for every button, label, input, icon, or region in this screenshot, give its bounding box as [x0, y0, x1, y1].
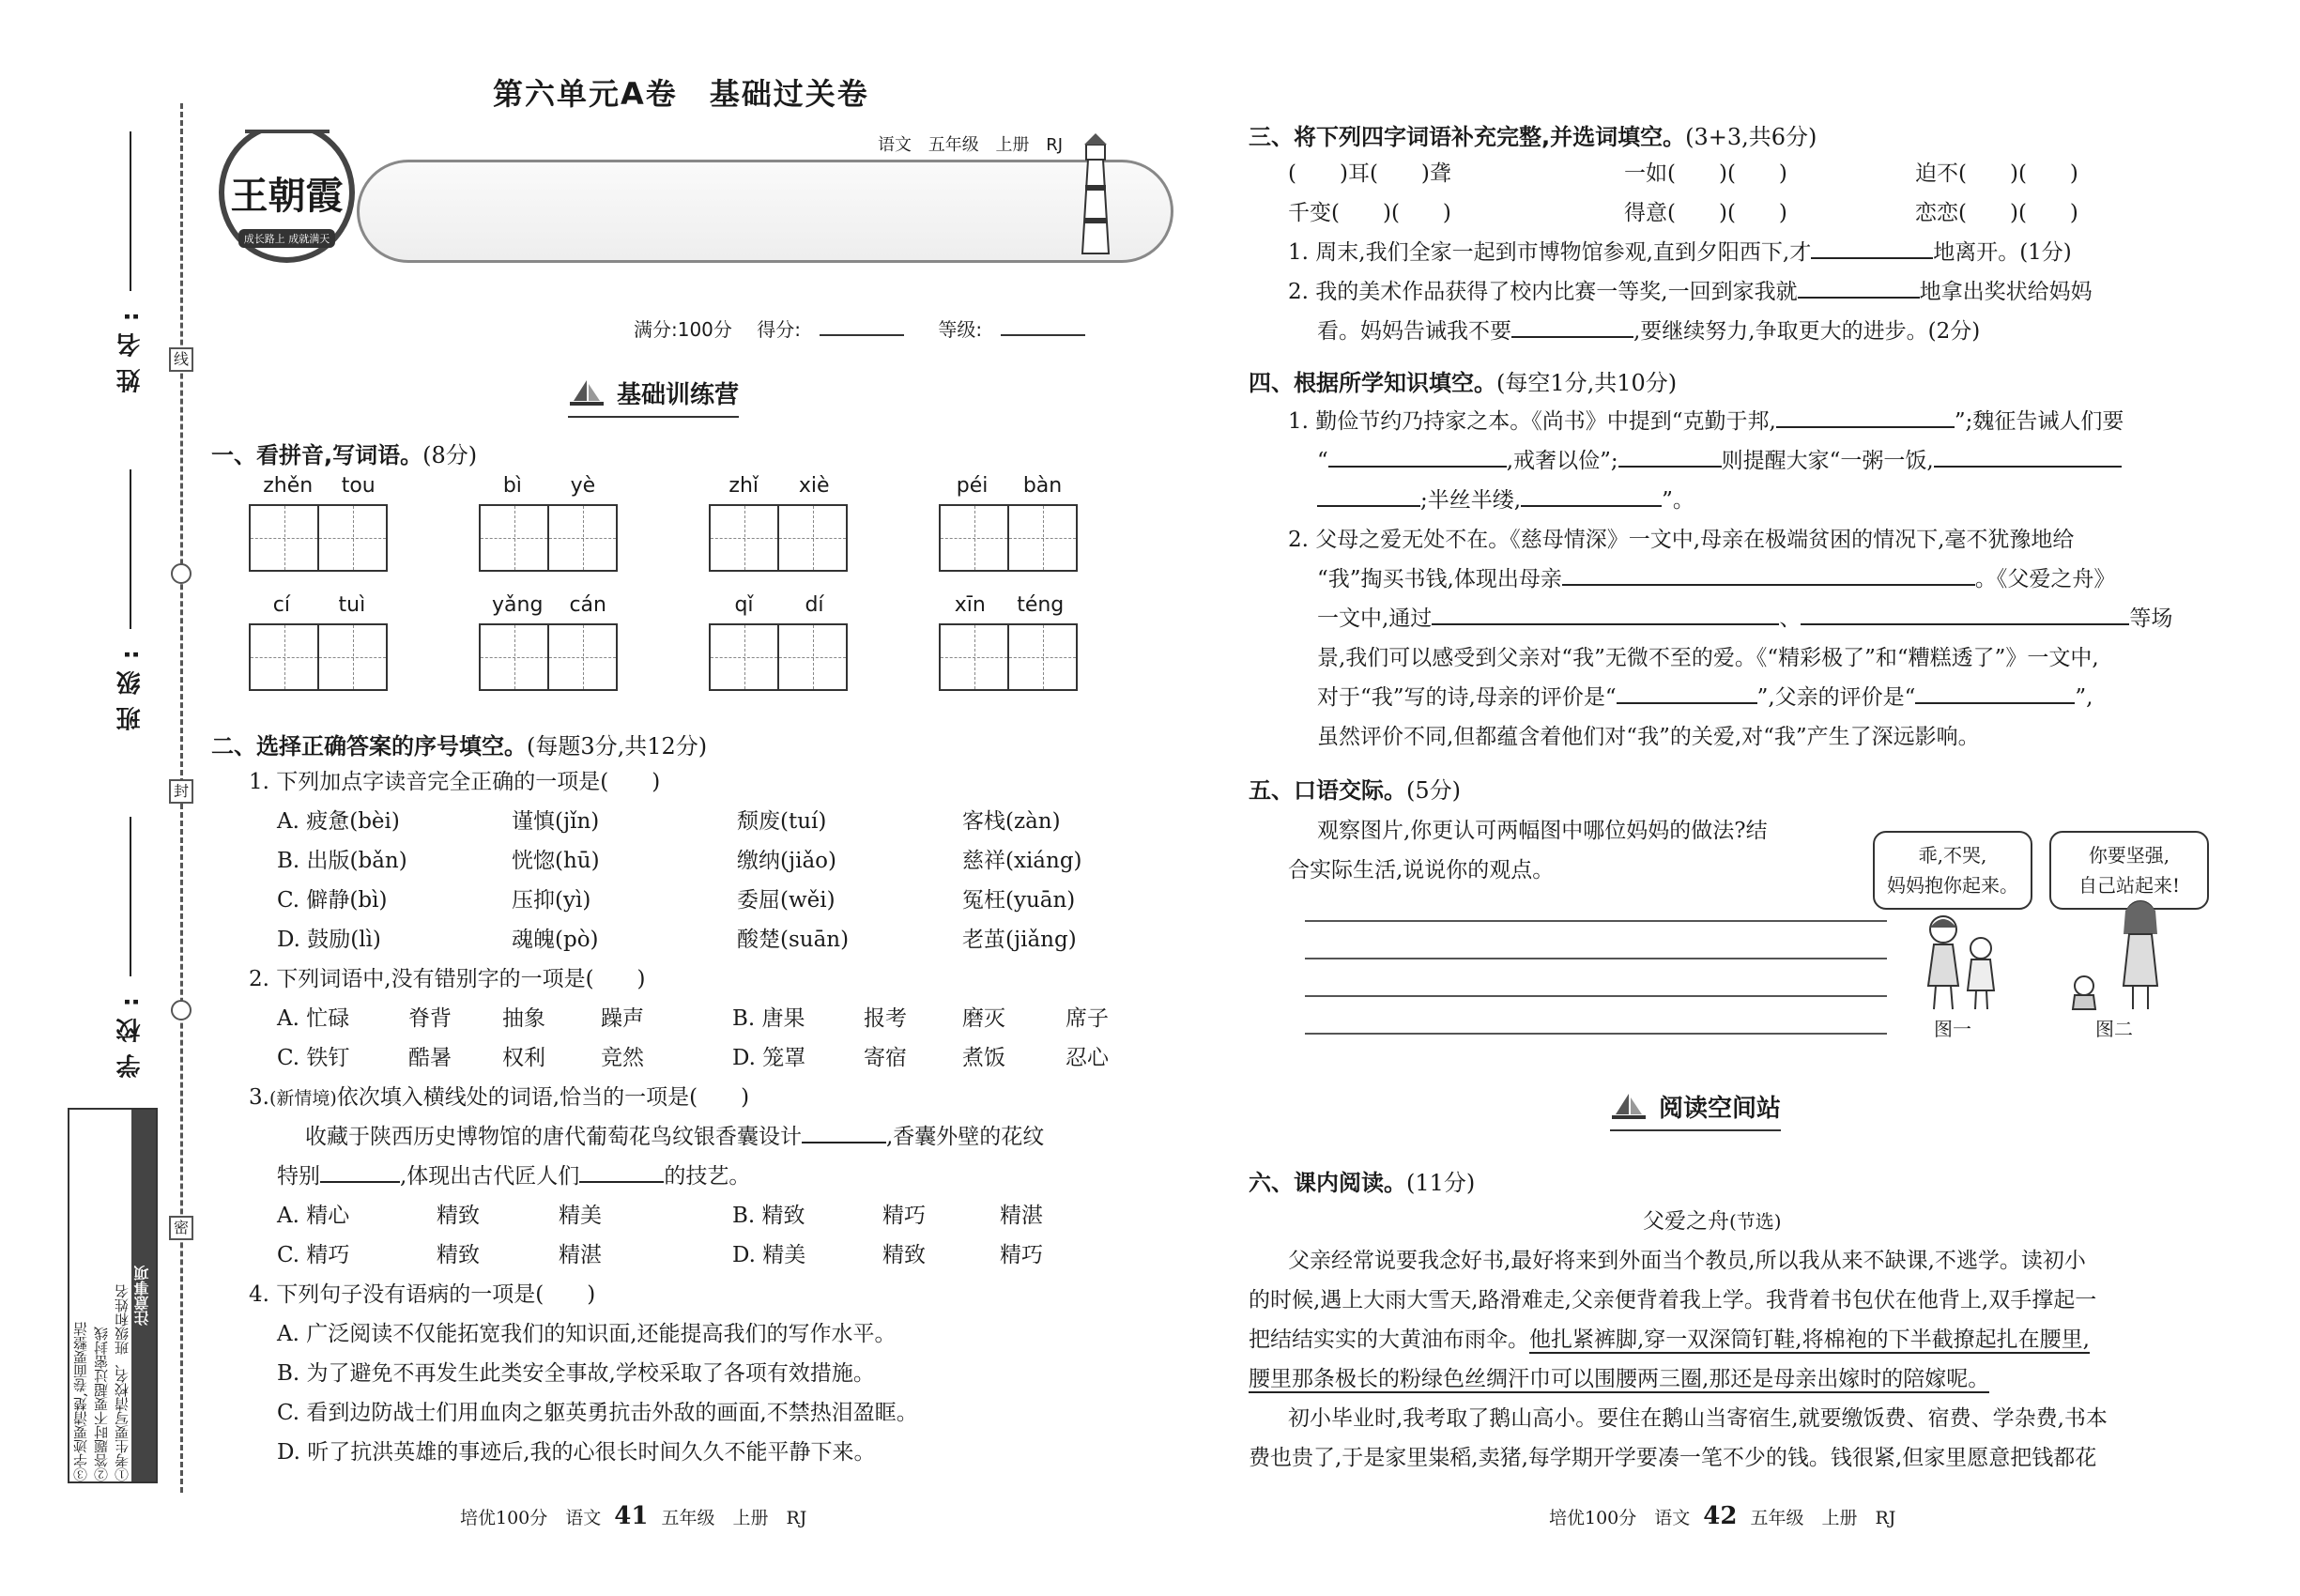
- pinyin-item: [479, 474, 620, 572]
- q4-line: [1317, 560, 2115, 599]
- pinyin-label: [939, 474, 1080, 504]
- pinyin-label: [249, 474, 390, 504]
- bubble-text: 自己站起来!: [2078, 874, 2181, 897]
- writing-cell[interactable]: [711, 506, 779, 570]
- section-title: 阅读空间站: [1659, 1095, 1782, 1123]
- section-banner-reading: [1610, 1089, 1781, 1131]
- writing-cell[interactable]: [319, 625, 386, 689]
- q4-blank[interactable]: [1328, 443, 1507, 468]
- option-cell: 抽象: [502, 1006, 545, 1031]
- option-cell: 酸楚(suān): [737, 928, 850, 952]
- edition: RJ: [1046, 135, 1064, 155]
- pinyin-syllable: yǎng: [492, 593, 544, 617]
- option-cell: 精巧: [1000, 1243, 1043, 1267]
- writing-cell[interactable]: [251, 506, 319, 570]
- option-cell: 精湛: [1000, 1204, 1043, 1228]
- pinyin-label: [479, 593, 620, 623]
- option-cell: 酷暑: [408, 1046, 452, 1070]
- option-cell[interactable]: C. 僻静(bì): [277, 888, 388, 913]
- option-cell[interactable]: D. 精美: [732, 1243, 806, 1267]
- q4-text: “: [1317, 449, 1328, 473]
- q4-text: 一文中,通过: [1317, 606, 1433, 631]
- option-cell: 精致: [437, 1204, 480, 1228]
- option-cell: 缴纳(jiǎo): [737, 849, 836, 873]
- q3-text: 地拿出奖状给妈妈: [1919, 280, 2093, 304]
- mother-encouraging-child-figure: [2047, 882, 2187, 1014]
- option-cell[interactable]: C. 精巧: [277, 1243, 350, 1267]
- passage-line: 初小毕业时,我考取了鹅山高小。要住在鹅山当寄宿生,就要缴饭费、宿费、学杂费,书本: [1288, 1406, 2108, 1431]
- q3-sentence-2: [1288, 272, 2093, 312]
- option-cell[interactable]: B. 唐果: [732, 1006, 805, 1031]
- section-title: 基础训练营: [617, 381, 740, 409]
- passage-underlined: 腰里那条极长的粉绿色丝绸汗巾可以围腰两三圈,那还是母亲出嫁时的陪嫁呢。: [1249, 1367, 1990, 1391]
- option-cell: 忍心: [1066, 1046, 1109, 1070]
- book-meta: [878, 131, 1074, 156]
- writing-grid[interactable]: [479, 623, 618, 691]
- q4-blank[interactable]: [1776, 404, 1955, 428]
- footer-right: [1549, 1502, 1895, 1530]
- option-cell: 脊背: [408, 1006, 452, 1031]
- pinyin-syllable: xīn: [954, 593, 986, 617]
- answer-line[interactable]: [1305, 958, 1887, 959]
- option-cell: 冤枉(yuān): [962, 888, 1076, 913]
- q2-4-stem: 4. 下列句子没有语病的一项是( ): [249, 1282, 596, 1307]
- q2-3-text: 特别: [277, 1164, 320, 1189]
- q4-text: 则提醒大家“一粥一饭,: [1721, 449, 1934, 473]
- left-page: [211, 0, 1169, 1596]
- writing-cell[interactable]: [319, 506, 386, 570]
- q4-blank[interactable]: [1317, 483, 1420, 507]
- q4-blank[interactable]: [1432, 601, 1779, 625]
- option-cell: 颓废(tuí): [737, 809, 827, 834]
- writing-cell[interactable]: [481, 625, 549, 689]
- q4-line: [1317, 678, 2093, 717]
- q4-text: 1. 勤俭节约乃持家之本。《尚书》中提到“克勤于邦,: [1288, 409, 1776, 434]
- pinyin-syllable: zhǐ: [728, 474, 759, 498]
- q2-points: (每题3分,共12分): [527, 733, 708, 760]
- writing-grid[interactable]: [709, 504, 848, 572]
- q3-word[interactable]: 得意( )( ): [1624, 201, 1787, 225]
- title-banner: [357, 160, 1173, 263]
- q2-4-option-d[interactable]: D. 听了抗洪英雄的事迹后,我的心很长时间久久不能平静下来。: [277, 1440, 876, 1465]
- answer-line[interactable]: [1305, 920, 1887, 922]
- footer-text: 培优100分 语文: [460, 1508, 602, 1528]
- notice-item: ①考生要写清校名、班级和姓名: [113, 1284, 130, 1481]
- brand-name: 王朝霞: [230, 173, 344, 218]
- option-cell: 精致: [437, 1243, 480, 1267]
- writing-grid[interactable]: [939, 504, 1078, 572]
- q3-word[interactable]: 千变( )( ): [1288, 201, 1451, 225]
- q3-title: [1249, 118, 1817, 151]
- option-cell: 精巧: [882, 1204, 926, 1228]
- q4-title-text: 四、根据所学知识填空。: [1249, 370, 1496, 396]
- writing-grid[interactable]: [939, 623, 1078, 691]
- answer-line[interactable]: [1305, 1033, 1887, 1035]
- pinyin-syllable: qǐ: [734, 593, 754, 617]
- q4-text: 对于“我”写的诗,母亲的评价是“: [1317, 685, 1617, 710]
- notice-item: ③字迹要清楚,卷面要整洁: [71, 1322, 89, 1481]
- option-cell: 煮饭: [962, 1046, 1005, 1070]
- option-cell: 精致: [882, 1243, 926, 1267]
- q2-4-option-c[interactable]: C. 看到边防战士们用血肉之躯英勇抗击外敌的画面,不禁热泪盈眶。: [277, 1401, 918, 1425]
- q1-title-text: 一、看拼音,写词语。: [211, 442, 423, 468]
- school-label: 学校:: [116, 986, 145, 1079]
- q3-text: ,要继续努力,争取更大的进步。(2分): [1633, 319, 1981, 344]
- score-label: 得分:: [757, 318, 802, 341]
- q4-text: 等场: [2129, 606, 2173, 631]
- pinyin-item: [939, 474, 1080, 572]
- option-cell: 魂魄(pò): [512, 928, 599, 952]
- school-line: [130, 817, 131, 976]
- q4-line: [1288, 402, 2124, 441]
- binding-hole-2: [171, 1000, 192, 1021]
- option-cell[interactable]: C. 铁钉: [277, 1046, 350, 1070]
- passage-underlined: 他扎紧裤脚,穿一双深筒钉鞋,将棉袍的下半截撩起扎在腰里,: [1529, 1327, 2090, 1352]
- mother-hugging-child-figure: [1906, 901, 2018, 1014]
- q6-title-text: 六、课内阅读。: [1249, 1170, 1406, 1196]
- pinyin-syllable: dí: [805, 593, 824, 617]
- pinyin-label: [709, 474, 850, 504]
- q2-3-blank-2[interactable]: [320, 1159, 400, 1183]
- footer-text: 五年级 上册 RJ: [1750, 1508, 1896, 1528]
- level-label: 等级:: [938, 318, 983, 341]
- q3-text: 地离开。(1分): [1933, 240, 2072, 265]
- q5-points: (5分): [1406, 777, 1461, 804]
- writing-cell[interactable]: [1009, 625, 1076, 689]
- q4-line: [1317, 481, 1694, 520]
- pinyin-item: [249, 474, 390, 572]
- q4-text: ;半丝半缕,: [1420, 488, 1522, 513]
- writing-cell[interactable]: [549, 625, 616, 689]
- option-cell: 精美: [559, 1204, 602, 1228]
- answer-line[interactable]: [1305, 995, 1887, 997]
- option-cell: 恍惚(hū): [512, 849, 600, 873]
- figure-2-caption: 图二: [2095, 1018, 2133, 1040]
- passage-subtitle: (节选): [1729, 1210, 1782, 1233]
- writing-grid[interactable]: [479, 504, 618, 572]
- q4-text: ,戒奢以俭”;: [1506, 449, 1618, 473]
- q3-word[interactable]: 恋恋( )( ): [1915, 201, 2078, 225]
- level-blank[interactable]: [1001, 312, 1085, 336]
- option-cell: 磨灭: [962, 1006, 1005, 1031]
- q5-prompt: 观察图片,你更认可两幅图中哪位妈妈的做法?结: [1317, 819, 1768, 843]
- crown-icon: [245, 105, 330, 133]
- passage-line: [1249, 1359, 1989, 1399]
- q2-3-stem: [249, 1078, 749, 1118]
- page-title: 第六单元A卷 基础过关卷: [493, 76, 869, 112]
- q3-word[interactable]: ( )耳( )聋: [1288, 161, 1451, 186]
- q4-line: 虽然评价不同,但都蕴含着他们对“我”的关爱,对“我”产生了深远影响。: [1317, 725, 1980, 749]
- q4-text: ”,父亲的评价是“: [1756, 685, 1916, 710]
- q4-blank[interactable]: [1521, 483, 1662, 507]
- q3-text: 1. 周末,我们全家一起到市博物馆参观,直到夕阳西下,才: [1288, 240, 1812, 265]
- q2-4-option-b[interactable]: B. 为了避免不再发生此类安全事故,学校采取了各项有效措施。: [277, 1361, 875, 1386]
- q6-points: (11分): [1406, 1170, 1476, 1196]
- grade: 五年级: [928, 135, 979, 155]
- q4-text: 。《父爱之舟》: [1974, 567, 2116, 591]
- option-cell[interactable]: D. 笼罩: [732, 1046, 806, 1070]
- q4-blank[interactable]: [1618, 443, 1722, 468]
- school-field[interactable]: [113, 817, 147, 1078]
- q4-blank[interactable]: [1562, 561, 1975, 586]
- option-cell: 躁声: [601, 1006, 644, 1031]
- pinyin-syllable: xiè: [798, 474, 830, 498]
- q6-title: [1249, 1164, 1475, 1197]
- pinyin-item: [709, 474, 850, 572]
- pinyin-syllable: tuì: [338, 593, 366, 617]
- q4-line: 2. 父母之爱无处不在。《慈母情深》一文中,母亲在极端贫困的情况下,毫不犹豫地给: [1288, 528, 2075, 552]
- volume: 上册: [995, 135, 1030, 155]
- q3-points: (3+3,共6分): [1685, 124, 1817, 150]
- q4-line: [1317, 599, 2172, 638]
- pinyin-item: [939, 593, 1080, 691]
- section-banner-basic: [568, 376, 739, 418]
- q4-blank[interactable]: [1617, 680, 1757, 704]
- q3-word[interactable]: 一如( )( ): [1624, 161, 1787, 186]
- writing-grid[interactable]: [709, 623, 848, 691]
- class-line: [130, 469, 131, 629]
- footer-left: [460, 1502, 806, 1530]
- writing-cell[interactable]: [251, 625, 319, 689]
- q4-text: ”。: [1662, 488, 1694, 513]
- pinyin-label: [249, 593, 390, 623]
- bubble-text: 妈妈抱你起来。: [1887, 874, 2018, 897]
- option-cell[interactable]: A. 疲惫(bèi): [277, 809, 400, 834]
- name-line: [130, 131, 131, 291]
- q3-text: 看。妈妈告诫我不要: [1317, 319, 1511, 344]
- notice-item: ②答题时不要超过密封线: [92, 1327, 110, 1481]
- passage-line: 的时候,遇上大雨大雪天,路滑难走,父亲便背着我上学。我背着书包伏在他背上,双手撑起一: [1249, 1288, 2097, 1312]
- page-number: 41: [614, 1502, 649, 1530]
- writing-cell[interactable]: [779, 625, 846, 689]
- q3-sentence-1: [1288, 233, 2072, 272]
- brand-slogan: 成长路上 成就满天: [238, 229, 336, 248]
- q4-line: 景,我们可以感受到父亲对“我”无微不至的爱。《“精彩极了”和“糟糕透了”》一文中,: [1317, 646, 2099, 670]
- writing-cell[interactable]: [779, 506, 846, 570]
- q3-word[interactable]: 迫不( )( ): [1915, 161, 2078, 186]
- writing-cell[interactable]: [481, 506, 549, 570]
- option-cell: 报考: [864, 1006, 907, 1031]
- option-cell: 寄宿: [864, 1046, 907, 1070]
- q4-text: “我”掏买书钱,体现出母亲: [1317, 567, 1562, 591]
- pinyin-syllable: téng: [1017, 593, 1065, 617]
- option-cell: 委屈(wěi): [737, 888, 836, 913]
- score-line: [634, 312, 1113, 342]
- page-number: 42: [1703, 1502, 1738, 1530]
- brand-logo: [219, 122, 355, 263]
- full-score: 满分:100分: [634, 318, 732, 341]
- notice-box: [68, 1108, 158, 1483]
- passage-line: 父亲经常说要我念好书,最好将来到外面当个教员,所以我从来不缺课,不逃学。读初小: [1288, 1249, 2086, 1273]
- lighthouse-icon: [1075, 131, 1116, 258]
- pinyin-label: [709, 593, 850, 623]
- q2-4-option-a[interactable]: A. 广泛阅读不仅能拓宽我们的知识面,还能提高我们的写作水平。: [277, 1322, 897, 1346]
- pinyin-label: [939, 593, 1080, 623]
- name-label: 姓名:: [116, 300, 145, 393]
- speech-bubble-1: [1873, 831, 2032, 910]
- q2-3-text: ,体现出古代匠人们: [400, 1164, 580, 1189]
- option-cell: 慈祥(xiáng): [962, 849, 1082, 873]
- sailboat-icon: [1610, 1092, 1648, 1122]
- q3-blank-2[interactable]: [1798, 274, 1920, 299]
- pinyin-item: [709, 593, 850, 691]
- q3-sentence-2b: [1317, 312, 1980, 351]
- option-cell[interactable]: B. 精致: [732, 1204, 805, 1228]
- passage-text: 把结结实实的大黄油布雨伞。: [1249, 1327, 1529, 1352]
- pinyin-syllable: péi: [956, 474, 989, 498]
- option-cell: 老茧(jiǎng): [962, 928, 1077, 952]
- sailboat-icon: [568, 378, 606, 408]
- writing-grid[interactable]: [249, 504, 388, 572]
- pinyin-item: [479, 593, 620, 691]
- q4-line: [1317, 441, 2122, 481]
- option-cell[interactable]: B. 出版(bǎn): [277, 849, 407, 873]
- name-field[interactable]: [113, 131, 147, 392]
- passage-title: [1643, 1202, 1782, 1241]
- option-cell[interactable]: A. 忙碌: [277, 1006, 350, 1031]
- seal-char-1: 线: [169, 347, 193, 372]
- pinyin-syllable: zhěn: [263, 474, 314, 498]
- q2-3-text: 的技艺。: [664, 1164, 751, 1189]
- pinyin-syllable: cán: [569, 593, 606, 617]
- option-cell[interactable]: D. 鼓励(lì): [277, 928, 381, 952]
- q2-2-stem: 2. 下列词语中,没有错别字的一项是( ): [249, 967, 646, 991]
- q1-title: [211, 437, 477, 469]
- writing-grid[interactable]: [249, 623, 388, 691]
- q5-title: [1249, 772, 1461, 805]
- binding-hole-1: [171, 563, 192, 584]
- writing-cell[interactable]: [941, 625, 1009, 689]
- writing-cell[interactable]: [941, 506, 1009, 570]
- q4-points: (每空1分,共10分): [1496, 370, 1678, 396]
- option-cell: 席子: [1066, 1006, 1109, 1031]
- pinyin-label: [479, 474, 620, 504]
- pinyin-syllable: cí: [272, 593, 290, 617]
- option-cell: 权利: [502, 1046, 545, 1070]
- q2-3-para-2: [277, 1157, 750, 1196]
- class-label: 班级:: [116, 638, 145, 731]
- writing-cell[interactable]: [549, 506, 616, 570]
- option-cell[interactable]: A. 精心: [277, 1204, 350, 1228]
- bubble-text: 你要坚强,: [2088, 844, 2170, 867]
- q4-text: 、: [1779, 606, 1802, 631]
- option-cell: 精湛: [559, 1243, 602, 1267]
- q3-blank-3[interactable]: [1511, 314, 1633, 338]
- writing-cell[interactable]: [1009, 506, 1076, 570]
- q2-3-tag: (新情境): [268, 1088, 337, 1109]
- q3-text: 2. 我的美术作品获得了校内比赛一等奖,一回到家我就: [1288, 280, 1798, 304]
- pinyin-syllable: tou: [341, 474, 376, 498]
- q3-blank-1[interactable]: [1811, 235, 1933, 259]
- writing-cell[interactable]: [711, 625, 779, 689]
- seal-char-3: 密: [169, 1216, 193, 1240]
- option-cell: 竞然: [601, 1046, 644, 1070]
- q5-title-text: 五、口语交际。: [1249, 777, 1406, 804]
- q2-3-text: 收藏于陕西历史博物馆的唐代葡萄花鸟纹银香囊设计: [305, 1125, 802, 1149]
- passage-title-text: 父爱之舟: [1643, 1209, 1729, 1234]
- class-field[interactable]: [113, 469, 147, 730]
- q4-title: [1249, 364, 1677, 397]
- q2-1-stem: 1. 下列加点字读音完全正确的一项是( ): [249, 770, 661, 794]
- q2-3-num: 3.: [249, 1085, 269, 1110]
- option-cell: 谨慎(jǐn): [512, 809, 600, 834]
- q4-text: ”,: [2075, 685, 2093, 710]
- passage-line: 费也贵了,于是家里粜稻,卖猪,每学期开学要凑一笔不少的钱。钱很紧,但家里愿意把钱都花: [1249, 1446, 2097, 1470]
- q2-title-text: 二、选择正确答案的序号填空。: [211, 733, 527, 760]
- q4-text: ”;魏征告诫人们要: [1954, 409, 2124, 434]
- pinyin-syllable: bàn: [1022, 474, 1063, 498]
- pinyin-syllable: yè: [570, 474, 596, 498]
- q2-3-para-1: [305, 1117, 1044, 1157]
- q2-title: [211, 728, 707, 760]
- right-page: [1249, 0, 2225, 1596]
- q2-3-blank-1[interactable]: [802, 1119, 886, 1143]
- q4-blank[interactable]: [1915, 680, 2075, 704]
- q4-blank[interactable]: [1934, 443, 2122, 468]
- figure-1-caption: 图一: [1934, 1018, 1971, 1040]
- pinyin-syllable: bì: [502, 474, 522, 498]
- q2-3-text: ,香囊外壁的花纹: [886, 1125, 1045, 1149]
- pinyin-item: [249, 593, 390, 691]
- option-cell: 压抑(yì): [512, 888, 591, 913]
- option-cell: 客栈(zàn): [962, 809, 1061, 834]
- subject: 语文: [878, 135, 912, 155]
- q4-blank[interactable]: [1801, 601, 2129, 625]
- q3-title-text: 三、将下列四字词语补充完整,并选词填空。: [1249, 124, 1686, 150]
- q1-points: (8分): [422, 442, 478, 468]
- q2-3-stem-text: 依次填入横线处的词语,恰当的一项是( ): [336, 1085, 750, 1110]
- footer-text: 五年级 上册 RJ: [661, 1508, 807, 1528]
- bubble-text: 乖,不哭,: [1918, 844, 1987, 867]
- footer-text: 培优100分 语文: [1549, 1508, 1691, 1528]
- notice-head: 注意事项: [131, 1110, 156, 1481]
- q5-prompt: 合实际生活,说说你的观点。: [1288, 858, 1555, 882]
- q2-3-blank-3[interactable]: [579, 1159, 664, 1183]
- score-blank[interactable]: [820, 312, 904, 336]
- passage-line: [1249, 1320, 2090, 1359]
- seal-char-2: 封: [169, 779, 193, 804]
